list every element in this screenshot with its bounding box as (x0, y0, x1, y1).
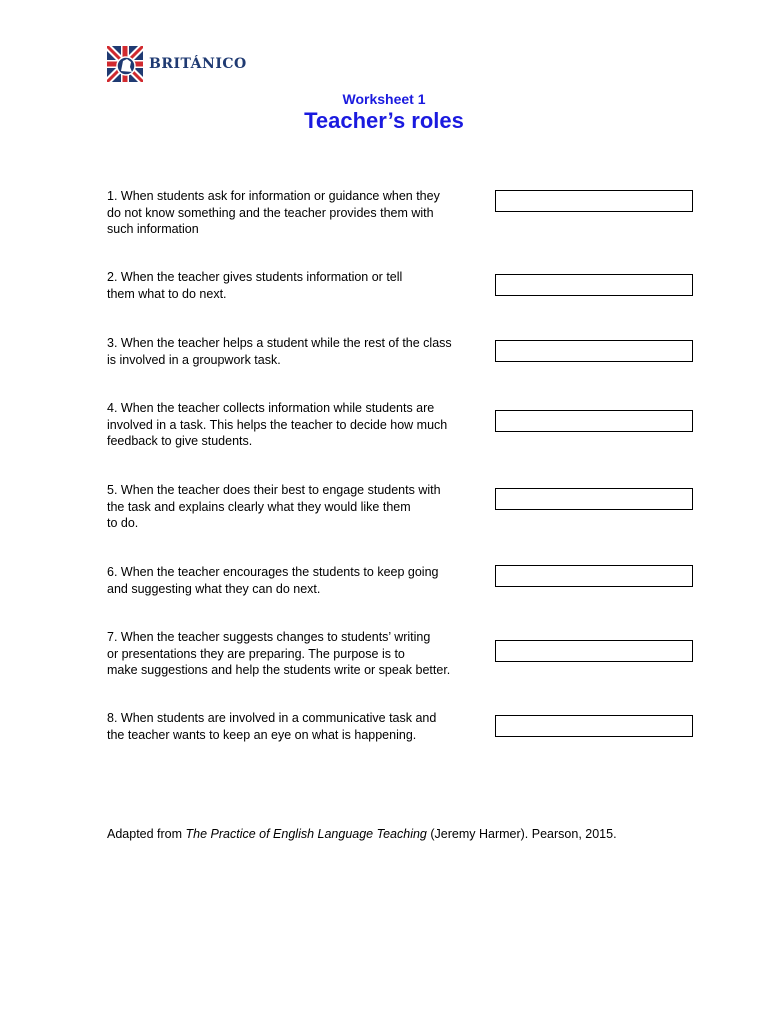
question-8-text: 8. When students are involved in a communicative task and the teacher wants to keep an eye on what is happening. (107, 711, 437, 742)
question-7-text: 7. When the teacher suggests changes to students’ writing or presentations they are preparing. The purpose is to make suggestions and help the students write or speak better. (107, 630, 451, 677)
question-6-text: 6. When the teacher encourages the students to keep going and suggesting what they can do next. (107, 565, 439, 596)
logo-text: BRITÁNICO (149, 56, 247, 72)
question-1-answer-box[interactable] (495, 190, 693, 212)
question-1-text: 1. When students ask for information or guidance when they do not know something and the teacher provides them with such information (107, 189, 440, 236)
citation-suffix: (Jeremy Harmer). Pearson, 2015. (426, 827, 617, 841)
question-3-text: 3. When the teacher helps a student while the rest of the class is involved in a groupwork task. (107, 336, 452, 367)
citation-prefix: Adapted from (107, 827, 186, 841)
question-5-text: 5. When the teacher does their best to engage students with the task and explains clearly what they would like them to do. (107, 483, 441, 530)
question-5-answer-box[interactable] (495, 488, 693, 510)
question-7-answer-box[interactable] (495, 640, 693, 662)
question-3-answer-box[interactable] (495, 340, 693, 362)
worksheet-subtitle: Worksheet 1 (342, 91, 426, 107)
source-citation (107, 826, 617, 842)
question-4-text: 4. When the teacher collects information while students are involved in a task. This helps the teacher to decide how much feedback to give students. (107, 401, 448, 448)
question-2-answer-box[interactable] (495, 274, 693, 296)
union-jack-lion-icon (107, 46, 143, 82)
page-title: Teacher’s roles (304, 108, 464, 133)
citation-book-title: The Practice of English Language Teaching (185, 827, 427, 841)
question-6-answer-box[interactable] (495, 565, 693, 587)
question-8-answer-box[interactable] (495, 715, 693, 737)
question-4-answer-box[interactable] (495, 410, 693, 432)
britanico-logo (107, 44, 247, 84)
question-2-text: 2. When the teacher gives students information or tell them what to do next. (107, 270, 403, 301)
